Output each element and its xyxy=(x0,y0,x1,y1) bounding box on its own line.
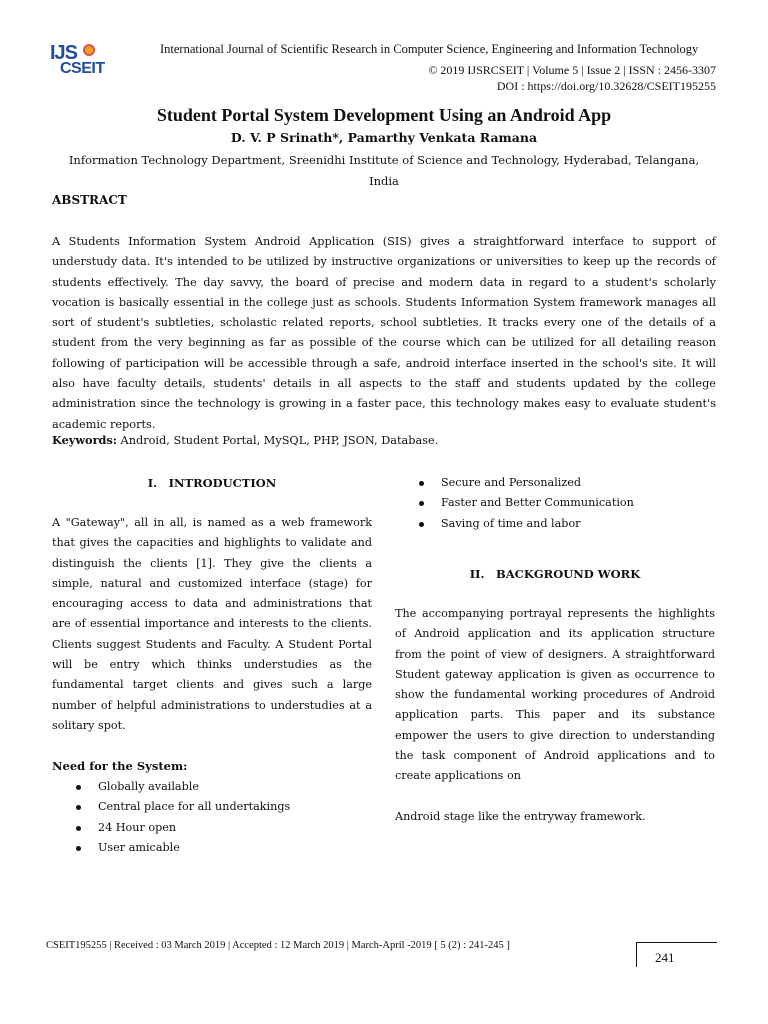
need-heading: Need for the System: xyxy=(52,759,188,773)
list-item xyxy=(52,797,372,817)
bullet-icon xyxy=(76,805,81,810)
introduction-text: A "Gateway", all in all, is named as a web framework that gives the capacities and highlights to validate and distinguish the clients [1]. They give the clients a simple, natural and customized interface (stage) for encouraging access to data and administrations that are of essential importance and interests to the clients. Clients suggest Students and Faculty. A Student Portal will be entry which thinks understudies as the fundamental target clients and gives such a large number of helpful administrations to understudies at a solitary spot. xyxy=(52,516,372,732)
list-item-text: 24 Hour open xyxy=(98,820,177,834)
list-item-text: Central place for all undertakings xyxy=(98,800,291,814)
list-item xyxy=(395,514,715,534)
list-item xyxy=(395,473,715,493)
list-item xyxy=(52,818,372,838)
logo-mark-icon xyxy=(83,44,95,56)
keywords-list: Android, Student Portal, MySQL, PHP, JSON, Database. xyxy=(116,434,439,447)
paper-authors: D. V. P Srinath*, Pamarthy Venkata Ramana xyxy=(230,130,538,145)
list-item-text: Saving of time and labor xyxy=(441,516,581,530)
list-item xyxy=(52,777,372,797)
logo-text-top: IJS xyxy=(50,42,78,64)
abstract-text: A Students Information System Android Application (SIS) gives a straightforward interface to support of understudy data. It's intended to be utilized by instructive organizations or universities to keep up the records of students effectively. The day savvy, the board of precise and modern data in regard to a student's scholarly vocation is basically essential in the college just as schools. Students Information System framework manages all sort of student's subtleties, scholastic related reports, school subtleties. It tracks every one of the details of a student from the very beginning as far as possible of the course which can be utilized for all detailing reason following of participation will be accessible through a safe, android interface inserted in the school's site. It will also have faculty details, students' details in all aspects to the staff and students updated by the college administration since the technology is growing in a faster pace, this technology makes easy to evaluate student's academic reports. xyxy=(52,235,716,431)
list-item xyxy=(395,493,715,513)
logo-text-bottom: CSEIT xyxy=(60,60,105,77)
paper-title: Student Portal System Development Using an Android App xyxy=(156,105,612,125)
doi-link[interactable]: DOI : https://doi.org/10.32628/CSEIT195255 xyxy=(496,79,716,93)
bullet-icon xyxy=(419,501,424,506)
footer-citation: CSEIT195255 | Received : 03 March 2019 | Accepted : 12 March 2019 | March-April -2019 [ 5 (2) : 241-245 ] xyxy=(46,940,510,951)
bullet-icon xyxy=(419,481,424,486)
bullet-icon xyxy=(76,785,81,790)
keywords-label: Keywords: xyxy=(52,433,117,447)
journal-name: International Journal of Scientific Research in Computer Science, Engineering and Information Technology xyxy=(160,42,699,56)
volume-info: © 2019 IJSRCSEIT | Volume 5 | Issue 2 | ISSN : 2456-3307 xyxy=(428,63,716,77)
abstract-heading: ABSTRACT xyxy=(52,193,127,207)
list-item xyxy=(52,838,372,858)
background-text-continued: Android stage like the entryway framework. xyxy=(395,810,646,823)
introduction-heading: I. INTRODUCTION xyxy=(147,476,277,490)
background-heading: II. BACKGROUND WORK xyxy=(469,567,641,581)
list-item-text: Faster and Better Communication xyxy=(441,496,634,510)
list-item-text: User amicable xyxy=(98,840,180,854)
background-text: The accompanying portrayal represents the highlights of Android application and its application structure from the point of view of designers. A straightforward Student gateway application is given as occurrence to show the fundamental working procedures of Android application parts. This paper and its substance empower the users to give direction to understanding the task component of Android applications and to create applications on xyxy=(395,607,715,783)
page-number-box xyxy=(636,942,717,967)
page-number: 241 xyxy=(655,950,675,965)
bullet-icon xyxy=(76,826,81,831)
journal-logo xyxy=(50,42,114,82)
need-list xyxy=(52,777,372,858)
paper-affiliation: Information Technology Department, Sreenidhi Institute of Science and Technology, Hyderabad, Telangana, India xyxy=(68,153,700,188)
bullet-icon xyxy=(76,846,81,851)
list-item-text: Secure and Personalized xyxy=(441,476,582,489)
bullet-icon xyxy=(419,522,424,527)
benefits-list xyxy=(395,473,715,534)
keywords-line xyxy=(52,433,438,447)
list-item-text: Globally available xyxy=(98,780,199,793)
